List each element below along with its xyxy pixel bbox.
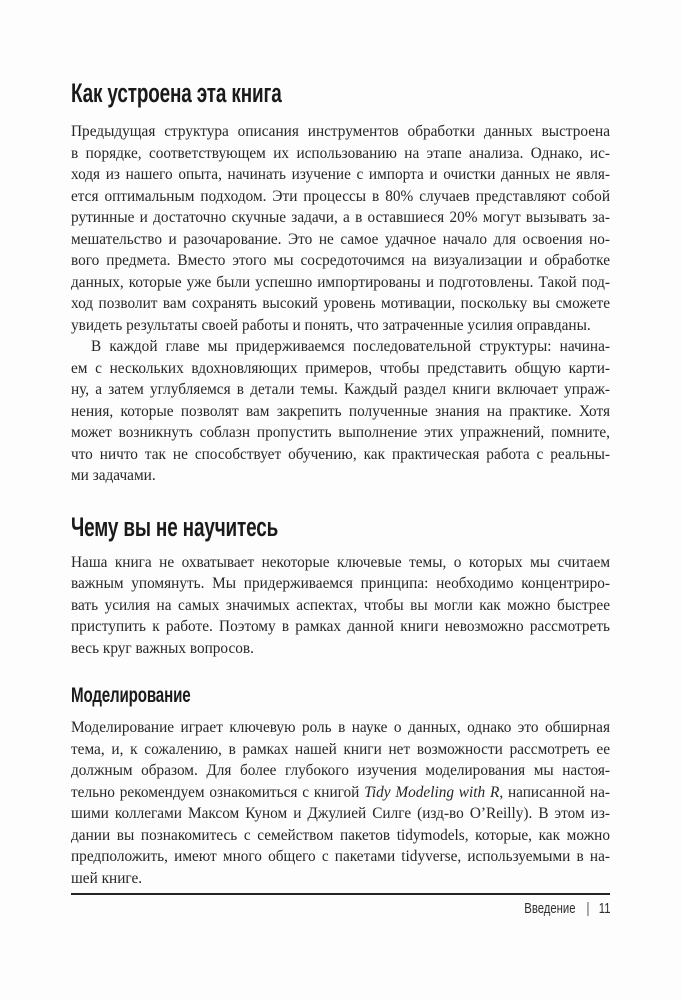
text-line: ну, а затем углубляемся в детали темы. Каждый раздел книги включает упраж- [71, 381, 610, 398]
book-title-italic: Tidy Modeling with R [364, 783, 500, 801]
text-line: предположить, имеют много общего с пакетами tidyverse, используемыми в на- [71, 848, 610, 865]
text-line: может возникнуть соблазн пропустить выполнение этих упражнений, помните, [71, 424, 610, 441]
heading-how-book-organized-text: Как устроена эта книга [71, 78, 282, 108]
footer-row [71, 901, 610, 917]
text-line: Предыдущая структура описания инструментов обработки данных выстроена [71, 123, 610, 140]
text-line: шими коллегами Максом Куном и Джулией Силге (изд-во O’Reilly). В этом из- [71, 805, 610, 822]
text-line: важным упомянуть. Мы придерживаемся принципа: необходимо концентриро- [71, 575, 610, 592]
footer-rule [71, 893, 610, 895]
subheading-modeling [71, 684, 610, 708]
text-line: мешательство и разочарование. Это не самое удачное начало для освоения но- [71, 230, 610, 248]
text-line: весь круг важных вопросов. [71, 639, 254, 657]
paragraph-modeling [71, 717, 610, 889]
text-line: приступить к работе. Поэтому в рамках данной книги невозможно рассмотреть [71, 618, 610, 635]
text-line: ем с нескольких вдохновляющих примеров, чтобы представить общую карти- [71, 359, 610, 377]
text-line: Наша книга не охватывает некоторые ключевые темы, о которых мы считаем [71, 553, 610, 571]
paragraph-structure-overview [71, 121, 610, 336]
text-line: ется оптимальным подходом. Эти процессы в 80% случаев представляют собой [71, 187, 610, 205]
text-line: В каждой главе мы придерживаемся последовательной структуры: начина- [91, 338, 610, 355]
text-line: вого предмета. Вместо этого мы сосредоточимся на визуализации и обработке [71, 252, 610, 269]
text-line: что ничто так не способствует обучению, как практическая работа с реальны- [71, 445, 610, 463]
footer-page-number: 11 [598, 901, 610, 917]
paragraph-chapter-structure [71, 336, 610, 487]
text-line: данных, которые уже были успешно импортированы и подготовлены. Такой под- [71, 273, 610, 291]
text-line: должным образом. Для более глубокого изучения моделирования мы настоя- [71, 762, 610, 779]
heading-how-book-organized [71, 78, 610, 108]
text-line: в порядке, соответствующем их использованию на этапе анализа. Однако, ис- [71, 144, 610, 162]
text-line: увидеть результаты своей работы и понять, что затраченные усилия оправданы. [71, 316, 591, 334]
subheading-modeling-text: Моделирование [71, 684, 191, 707]
text-line: тельно рекомендуем ознакомиться с книгой Tidy Modeling with R, написанной на- [71, 783, 610, 801]
text-line: дании вы познакомитесь с семейством пакетов tidymodels, которые, как можно [71, 826, 610, 844]
footer-text-group [524, 901, 610, 917]
heading-what-you-wont-learn-text: Чему вы не научитесь [71, 511, 279, 542]
text-line: шей книге. [71, 869, 143, 887]
text-line: ми задачами. [71, 467, 156, 484]
footer-section-label: Введение [523, 901, 576, 917]
text-line: рутинные и достаточно скучные задачи, а в оставшиеся 20% могут вызывать за- [71, 209, 610, 226]
text-line: тема, и, к сожалению, в рамках нашей книги нет возможности рассмотреть ее [71, 740, 610, 758]
text-line: ход позволит вам сохранять высокий уровень мотивации, поскольку вы сможете [71, 295, 610, 312]
text-line: вать усилия на самых значимых аспектах, чтобы вы могли как можно быстрее [71, 596, 610, 614]
page-footer [71, 893, 610, 917]
footer-separator: | [585, 901, 589, 917]
text-line: Моделирование играет ключевую роль в науке о данных, однако это обширная [71, 719, 610, 736]
paragraph-key-topics [71, 552, 610, 660]
heading-what-you-wont-learn [71, 512, 610, 542]
text-line: ходя из нашего опыта, начинать изучение с импорта и очистки данных не явля- [71, 166, 610, 183]
text-line: нения, которые позволят вам закрепить полученные знания на практике. Хотя [71, 402, 610, 420]
